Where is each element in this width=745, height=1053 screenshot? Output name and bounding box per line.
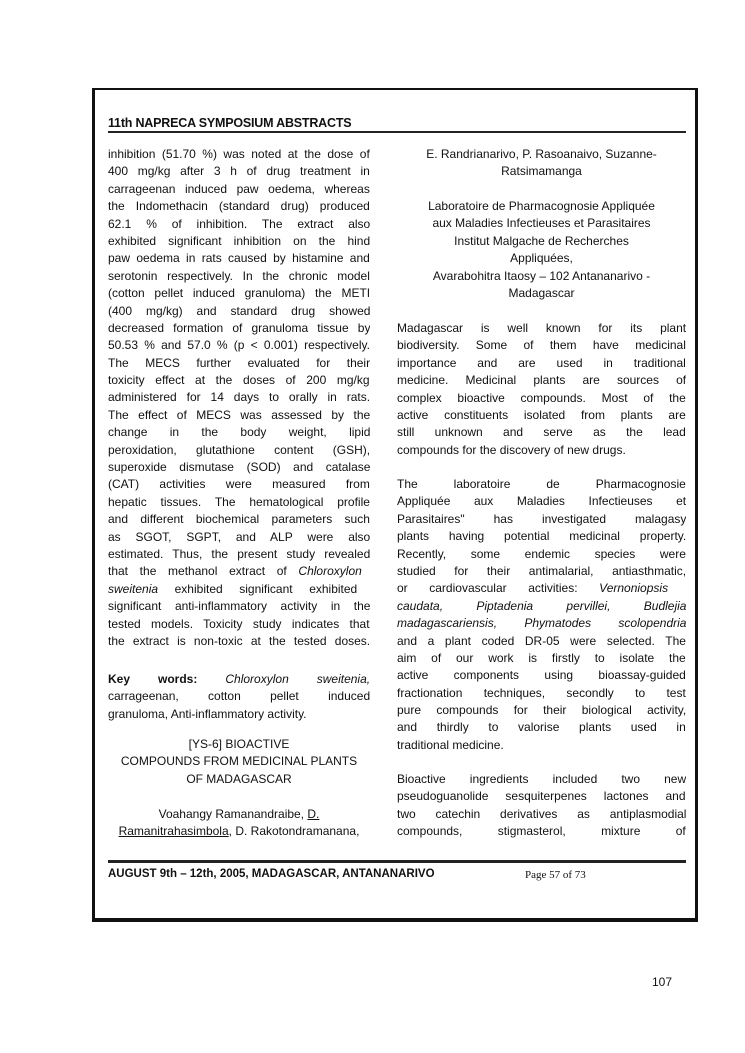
text-line	[108, 233, 370, 250]
text-line	[108, 529, 370, 546]
text-span: Appliquées,	[510, 251, 573, 266]
text-line	[397, 372, 686, 389]
text-line	[397, 337, 686, 354]
text-span: that the methanol extract of	[108, 564, 299, 579]
text-span: and thirdly to valorise plants used in	[397, 720, 686, 735]
text-line	[397, 476, 686, 493]
text-span: tested models. Toxicity study indicates that	[108, 616, 370, 631]
text-span: hepatic tissues. The hematological profile	[108, 494, 370, 509]
text-span: The laboratoire de Pharmacognosie	[397, 477, 686, 491]
text-span: Madagascar is well known for its plant	[397, 321, 686, 335]
text-line	[397, 528, 686, 545]
text-span: plants having potential medicinal property.	[397, 529, 686, 544]
paragraph	[108, 736, 370, 788]
paragraph	[397, 198, 686, 302]
text-line	[108, 303, 370, 320]
text-span: and different biochemical parameters such	[108, 512, 370, 527]
text-line	[108, 616, 370, 633]
text-span: D.	[307, 807, 320, 821]
page-header-title: 11th NAPRECA SYMPOSIUM ABSTRACTS	[108, 116, 352, 130]
text-line	[108, 563, 370, 580]
text-span: change in the body weight, lipid	[108, 425, 370, 440]
text-line	[397, 667, 686, 684]
text-line	[108, 459, 370, 476]
text-span: Institut Malgache de Recherches	[454, 233, 629, 248]
text-line	[397, 737, 686, 754]
text-span: compounds, stigmasterol, mixture of	[397, 824, 686, 839]
text-line	[397, 407, 686, 424]
paragraph	[397, 476, 686, 754]
text-span: (CAT) activities were measured from	[108, 477, 370, 492]
text-span: exhibited significant exhibited	[174, 581, 358, 596]
text-span: the Indomethacin (standard drug) produced	[108, 199, 370, 214]
text-line	[108, 581, 370, 598]
text-line	[397, 580, 686, 597]
paragraph	[397, 320, 686, 459]
paragraph	[108, 806, 370, 841]
text-line	[108, 633, 370, 650]
text-span: Appliquée aux Maladies Infectieuses et	[397, 494, 686, 509]
text-span: Chloroxylon sweitenia,	[225, 672, 370, 686]
text-line	[108, 806, 370, 823]
text-line	[397, 493, 686, 510]
text-line	[108, 285, 370, 302]
text-line	[397, 788, 686, 805]
text-span: Parasitaires" has investigated malagasy	[397, 511, 686, 526]
text-span: madagascariensis, Phymatodes scolopendria	[397, 616, 686, 631]
text-line	[397, 442, 686, 459]
text-line	[108, 389, 370, 406]
text-line	[108, 198, 370, 215]
text-line	[397, 163, 686, 180]
text-span: fractionation techniques, secondly to test	[397, 685, 686, 700]
text-span: serotonin respectively. In the chronic model	[108, 268, 370, 283]
text-span: inhibition (51.70 %) was noted at the dose of	[108, 147, 370, 161]
text-span: pure compounds for their biological activity,	[397, 703, 686, 718]
text-span: compounds for the discovery of new drugs.	[397, 442, 626, 457]
text-span: Ratsimamanga	[501, 164, 582, 179]
text-span: medicine. Medicinal plants are sources of	[397, 373, 686, 388]
text-line	[108, 268, 370, 285]
footer-text: AUGUST 9th – 12th, 2005, MADAGASCAR, ANTANANARIVO	[108, 868, 435, 880]
text-span: importance and are used in traditional	[397, 355, 686, 370]
text-span: pseudoguanolide sesquiterpenes lactones and	[397, 789, 686, 804]
text-line	[108, 706, 370, 723]
text-span: carrageenan, cotton pellet induced	[108, 689, 370, 704]
text-span: carrageenan induced paw oedema, whereas	[108, 181, 370, 196]
paragraph	[108, 146, 370, 650]
text-line	[397, 771, 686, 788]
text-line	[397, 198, 686, 215]
text-span: toxicity effect at the doses of 200 mg/kg	[108, 373, 370, 388]
text-line	[108, 442, 370, 459]
text-line	[397, 823, 686, 840]
text-line	[397, 320, 686, 337]
paragraph	[108, 671, 370, 723]
text-line	[108, 753, 370, 770]
text-line	[108, 823, 370, 840]
text-line	[108, 546, 370, 563]
text-span: active components using bioassay-guided	[397, 668, 686, 683]
text-line	[108, 511, 370, 528]
text-span: studied for their antimalarial, antiasthmatic,	[397, 563, 686, 578]
text-span: biodiversity. Some of them have medicinal	[397, 338, 686, 353]
text-line	[397, 615, 686, 632]
text-span: paw oedema in rats caused by histamine and	[108, 251, 370, 266]
text-span: [YS-6] BIOACTIVE	[188, 737, 290, 751]
text-line	[108, 355, 370, 372]
text-line	[108, 688, 370, 705]
text-line	[108, 407, 370, 424]
text-span: 50.53 % and 57.0 % (p < 0.001) respectively.	[108, 338, 370, 353]
text-span: (400 mg/kg) and standard drug showed	[108, 303, 370, 318]
text-span: and a plant coded DR-05 were selected. The	[397, 633, 686, 648]
text-line	[108, 424, 370, 441]
text-span: peroxidation, glutathione content (GSH),	[108, 442, 370, 457]
text-span: sweitenia	[108, 581, 159, 596]
text-line	[397, 390, 686, 407]
text-line	[397, 250, 686, 267]
text-line	[108, 372, 370, 389]
text-line	[397, 511, 686, 528]
text-span: or cardiovascular activities:	[397, 581, 600, 596]
text-line	[108, 216, 370, 233]
text-line	[397, 285, 686, 302]
text-line	[108, 181, 370, 198]
text-line	[397, 268, 686, 285]
text-line	[108, 320, 370, 337]
text-line	[397, 685, 686, 702]
text-span: , D. Rakotondramanana,	[228, 824, 360, 839]
text-span: OF MADAGASCAR	[186, 771, 292, 786]
text-line	[397, 563, 686, 580]
text-span: still unknown and serve as the lead	[397, 425, 686, 440]
text-span: administered for 14 days to orally in rats.	[108, 390, 370, 405]
text-span: Laboratoire de Pharmacognosie Appliquée	[428, 199, 655, 213]
text-line	[397, 633, 686, 650]
text-line	[108, 146, 370, 163]
paragraph	[397, 146, 686, 181]
text-line	[108, 250, 370, 267]
text-span: Recently, some endemic species were	[397, 546, 686, 561]
text-span: traditional medicine.	[397, 737, 504, 752]
text-span: Ramanitrahasimbola	[118, 824, 229, 839]
text-span: Bioactive ingredients included two new	[397, 772, 686, 786]
text-line	[397, 702, 686, 719]
text-span: 400 mg/kg after 3 h of drug treatment in	[108, 164, 370, 179]
text-line	[397, 355, 686, 372]
text-span: aux Maladies Infectieuses et Parasitaires	[432, 216, 651, 231]
text-line	[108, 494, 370, 511]
text-span: complex bioactive compounds. Most of the	[397, 390, 686, 405]
text-span: Chloroxylon	[298, 564, 362, 579]
text-span: Vernoniopsis	[599, 581, 669, 596]
text-span: significant anti-inflammatory activity in the	[108, 599, 370, 614]
text-span: E. Randrianarivo, P. Rasoanaivo, Suzanne-	[426, 147, 657, 161]
text-span: 62.1 % of inhibition. The extract also	[108, 216, 370, 231]
text-line	[397, 233, 686, 250]
text-span: active constituents isolated from plants are	[397, 407, 686, 422]
text-span: aim of our work is firstly to isolate the	[397, 650, 686, 665]
text-line	[108, 337, 370, 354]
text-span: Key words:	[108, 672, 198, 686]
text-line	[108, 736, 370, 753]
header-rule	[108, 131, 686, 133]
text-line	[108, 476, 370, 493]
text-span: Avarabohitra Itaosy – 102 Antananarivo -	[432, 268, 651, 283]
text-line	[108, 163, 370, 180]
text-span: Madagascar	[508, 285, 575, 300]
text-span: The effect of MECS was assessed by the	[108, 407, 370, 422]
text-span: estimated. Thus, the present study revealed	[108, 546, 370, 561]
text-span: COMPOUNDS FROM MEDICINAL PLANTS	[120, 754, 358, 769]
text-line	[397, 650, 686, 667]
paragraph	[397, 771, 686, 841]
text-span: superoxide dismutase (SOD) and catalase	[108, 460, 370, 475]
text-span: (cotton pellet induced granuloma) the METI	[108, 286, 370, 301]
text-line	[397, 146, 686, 163]
page-number: 107	[652, 975, 673, 989]
footer-page: Page 57 of 73	[525, 869, 586, 881]
text-span: two catechin derivatives as antiplasmodial	[397, 806, 686, 821]
text-line	[397, 424, 686, 441]
footer-rule	[108, 860, 686, 863]
text-line	[397, 806, 686, 823]
text-line	[397, 546, 686, 563]
text-span: The MECS further evaluated for their	[108, 355, 370, 370]
text-span: the extract is non-toxic at the tested doses.	[108, 633, 370, 648]
text-line	[108, 598, 370, 615]
text-line	[108, 671, 370, 688]
text-span: caudata, Piptadenia pervillei, Budlejia	[397, 598, 686, 613]
text-line	[397, 215, 686, 232]
text-span: granuloma, Anti-inflammatory activity.	[108, 706, 307, 721]
text-span: as SGOT, SGPT, and ALP were also	[108, 529, 370, 544]
text-span: decreased formation of granuloma tissue by	[108, 320, 370, 335]
text-line	[397, 598, 686, 615]
text-span: Voahangy Ramanandraibe,	[158, 807, 308, 821]
text-line	[397, 719, 686, 736]
text-span: exhibited significant inhibition on the hind	[108, 233, 370, 248]
text-line	[108, 771, 370, 788]
